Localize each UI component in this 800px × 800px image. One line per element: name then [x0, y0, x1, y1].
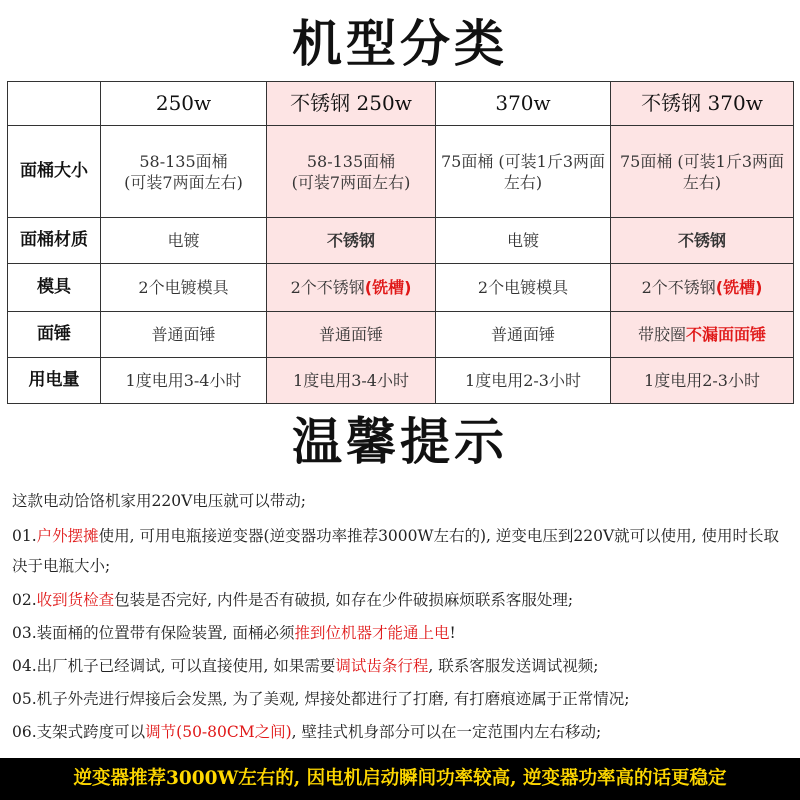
- cell-text: 普通面锤: [318, 325, 383, 344]
- cell-text: 58-135面桶 (可装7两面左右): [124, 151, 243, 192]
- table-cell: 电镀: [436, 218, 611, 264]
- table-cell: 电镀: [101, 218, 267, 264]
- note-text: 06.支架式跨度可以: [12, 723, 146, 741]
- table-cell: [267, 312, 436, 358]
- table-cell: [611, 264, 794, 312]
- row-label: 面锤: [8, 312, 101, 358]
- row-label: 模具: [8, 264, 101, 312]
- table-row-molds: [8, 264, 794, 312]
- table-cell: [436, 312, 611, 358]
- table-cell: [611, 312, 794, 358]
- table-cell: [436, 126, 611, 218]
- table-cell: [267, 126, 436, 218]
- table-row-bucket-material: [8, 218, 794, 264]
- table-cell: 不锈钢: [611, 218, 794, 264]
- table-cell: [267, 264, 436, 312]
- header-stainless-370w: 不锈钢 370w: [611, 82, 794, 126]
- table-cell: [101, 264, 267, 312]
- table-header-row: [8, 82, 794, 126]
- note-text: 01.: [12, 527, 37, 545]
- table-cell: 1度电用3-4小时: [101, 358, 267, 404]
- note-03: [12, 617, 792, 650]
- note-04: [12, 650, 792, 683]
- header-cell-empty: [8, 82, 101, 126]
- tips-list: [12, 485, 792, 749]
- note-text: 使用, 可用电瓶接逆变器(逆变器功率推荐3000W左右的), 逆变电压到220V就可以使用, 使用时长取决于电瓶大小;: [12, 527, 779, 575]
- note-text: 包装是否完好, 内件是否有破损, 如存在少件破损麻烦联系客服处理;: [114, 591, 574, 609]
- note-06: [12, 716, 792, 749]
- header-370w: 370w: [436, 82, 611, 126]
- table-cell: [611, 126, 794, 218]
- note-highlight: 调试齿条行程: [335, 657, 429, 675]
- footer-banner: 逆变器推荐3000W左右的, 因电机启动瞬间功率较高, 逆变器功率高的话更稳定: [0, 758, 800, 800]
- note-text: , 壁挂式机身部分可以在一定范围内左右移动;: [291, 723, 602, 741]
- note-02: [12, 584, 792, 617]
- table-cell: 不锈钢: [267, 218, 436, 264]
- spec-table: [7, 81, 794, 404]
- cell-text: 75面桶 (可装1斤3两面左右): [619, 151, 785, 192]
- table-row-power-usage: [8, 358, 794, 404]
- table-cell: [101, 126, 267, 218]
- note-05: 05.机子外壳进行焊接后会发黑, 为了美观, 焊接处都进行了打磨, 有打磨痕迹属于正常情况;: [12, 690, 630, 708]
- table-cell: 1度电用2-3小时: [611, 358, 794, 404]
- note-text: 03.装面桶的位置带有保险装置, 面桶必须: [12, 624, 295, 642]
- cell-text: 2个电镀模具: [138, 278, 229, 297]
- table-row-bucket-size: [8, 126, 794, 218]
- note-text: 04.出厂机子已经调试, 可以直接使用, 如果需要: [12, 657, 336, 675]
- tips-title: 温馨提示: [292, 413, 508, 471]
- table-cell: [436, 264, 611, 312]
- cell-text: 普通面锤: [151, 325, 216, 344]
- cell-text: 带胶圈: [637, 325, 686, 344]
- note-01: [12, 518, 792, 584]
- page-title: 机型分类: [292, 15, 508, 73]
- note-highlight: 户外摆摊: [36, 527, 99, 545]
- row-label: 用电量: [8, 358, 101, 404]
- note-intro: 这款电动饸饹机家用220V电压就可以带动;: [12, 492, 307, 510]
- cell-highlight: (铣槽): [364, 278, 412, 297]
- row-label: 面桶大小: [8, 126, 101, 218]
- note-highlight: 收到货检查: [36, 591, 115, 609]
- table-row-hammer: [8, 312, 794, 358]
- cell-text: 2个不锈钢: [290, 278, 365, 297]
- table-cell: [101, 312, 267, 358]
- cell-text: 58-135面桶 (可装7两面左右): [291, 151, 411, 192]
- table-cell: 1度电用3-4小时: [267, 358, 436, 404]
- note-highlight: 调节(50-80CM之间): [145, 723, 292, 741]
- note-text: , 联系客服发送调试视频;: [428, 657, 599, 675]
- header-250w: 250w: [101, 82, 267, 126]
- header-stainless-250w: 不锈钢 250w: [267, 82, 436, 126]
- row-label: 面桶材质: [8, 218, 101, 264]
- cell-text: 普通面锤: [490, 325, 555, 344]
- cell-text: 2个不锈钢: [641, 278, 716, 297]
- table-cell: 1度电用2-3小时: [436, 358, 611, 404]
- cell-highlight: 不漏面面锤: [686, 325, 767, 344]
- cell-text: 2个电镀模具: [477, 278, 569, 297]
- cell-highlight: (铣槽): [715, 278, 763, 297]
- note-text: 02.: [12, 591, 37, 609]
- cell-text: 75面桶 (可装1斤3两面左右): [440, 151, 606, 192]
- note-text: !: [449, 624, 456, 642]
- note-highlight: 推到位机器才能通上电: [294, 624, 450, 642]
